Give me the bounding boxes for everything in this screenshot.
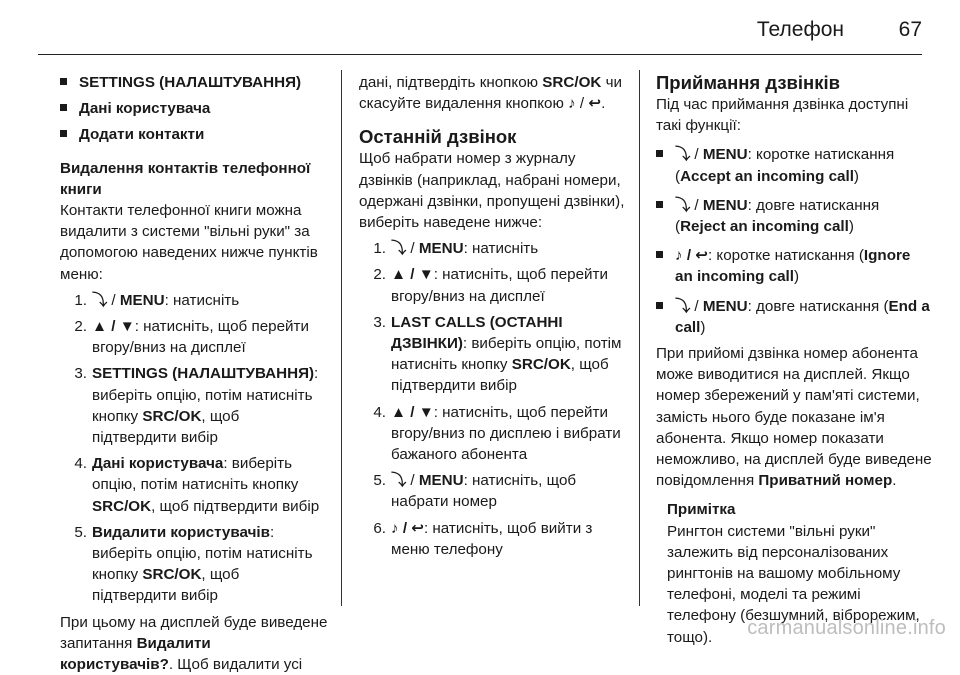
hangup-back-icon: ♪ / ↩ (391, 519, 424, 537)
step: 1. ⤵ / MENU: натисніть (74, 291, 240, 309)
paragraph: дані, підтвердіть кнопкою SRC/OK чи скасуйте видалення кнопкою ♪ / ↩. (359, 74, 622, 113)
hangup-back-icon: ♪ / ↩ (675, 247, 708, 265)
page-number: 67 (898, 18, 922, 41)
bullet-square-icon (656, 195, 675, 237)
paragraph: Щоб набрати номер з журналу дзвінків (наприклад, набрані номери, одержані дзвінки, пропущені дзвінки), виберіть наведене нижче: (359, 150, 625, 232)
section-title: Останній дзвінок (359, 126, 517, 148)
arrow-up-down-icon: ▲ / ▼ (391, 403, 434, 421)
step: 2. ▲ / ▼: натисніть, щоб перейти вгору/вниз на дисплеї (373, 266, 608, 305)
column-divider (639, 70, 640, 606)
column-1 (60, 72, 328, 675)
list-item: ♪ / ↩: коротке натискання (Ignore an incoming call) (656, 245, 932, 287)
step: 6. ♪ / ↩: натисніть, щоб вийти з меню телефону (373, 519, 593, 558)
bullet-square-icon (656, 245, 675, 287)
list-item: ⤵ / MENU: довге натискання (End a call) (656, 296, 932, 338)
paragraph: Контакти телефонної книги можна видалити з системи "вільні руки" за допомогою наведених нижче пунктів меню: (60, 202, 318, 283)
step: 5. ⤵ / MENU: натисніть, щоб набрати номер (373, 472, 577, 511)
list-item: ⤵ / MENU: довге натискання (Reject an incoming call) (656, 195, 932, 237)
step: 1. ⤵ / MENU: натисніть (373, 240, 539, 258)
menu-item: Додати контакти (60, 124, 328, 145)
bullet-square-icon (60, 72, 79, 93)
section-title: Приймання дзвінків (656, 72, 840, 93)
call-icon: ⤵ (675, 146, 691, 164)
hangup-icon: ♪ (568, 95, 576, 113)
menu-item: SETTINGS (НАЛАШТУВАННЯ) (60, 72, 328, 93)
bullet-square-icon (656, 144, 675, 186)
note-title: Примітка (667, 501, 736, 519)
page-header (0, 0, 960, 56)
arrow-up-down-icon: ▲ / ▼ (391, 266, 434, 284)
call-icon: ⤵ (391, 472, 407, 490)
bullet-square-icon (60, 98, 79, 119)
column-divider (341, 70, 342, 606)
header-rule (38, 54, 922, 55)
paragraph: При прийомі дзвінка номер абонента може виводитися на дисплей. Якщо номер збережений у пам'яті системи, замість нього буде показане ім'я абонента. Якщо номер показати неможливо, на дисплей буде виведене повідомлення Приватний номер. (656, 345, 932, 490)
section-title: Видалення контактів телефонної книги (60, 159, 311, 198)
step: 2. ▲ / ▼: натисніть, щоб перейти вгору/вниз на дисплеї (74, 318, 309, 357)
bullet-square-icon (656, 296, 675, 338)
bullet-square-icon (60, 124, 79, 145)
step: 3. LAST CALLS (ОСТАННІ ДЗВІНКИ): виберіть опцію, потім натисніть кнопку SRC/OK, щоб підтвердити вибір (373, 313, 622, 395)
column-2 (359, 72, 629, 560)
note-text: Рингтон системи "вільні руки" залежить від персоналізованих рингтонів на вашому мобільному телефоні, моделі та режимі телефону (безшумний, віброрежим, тощо). (667, 522, 920, 646)
paragraph: При цьому на дисплей буде виведене запитання Видалити користувачів?. Щоб видалити усі (60, 613, 328, 674)
call-icon: ⤵ (391, 240, 407, 258)
step: 3. SETTINGS (НАЛАШТУВАННЯ): виберіть опцію, потім натисніть кнопку SRC/OK, щоб підтвердити вибір (74, 365, 319, 447)
step: 4. ▲ / ▼: натисніть, щоб перейти вгору/вниз по дисплею і вибрати бажаного абонента (373, 403, 621, 464)
step: 4. Дані користувача: виберіть опцію, потім натисніть кнопку SRC/OK, щоб підтвердити вибір (74, 455, 320, 515)
back-icon: ↩ (588, 95, 602, 113)
call-icon: ⤵ (675, 196, 691, 214)
step: 5. Видалити користувачів: виберіть опцію, потім натисніть кнопку SRC/OK, щоб підтвердити вибір (74, 523, 313, 605)
call-icon: ⤵ (675, 297, 691, 315)
paragraph: Під час приймання дзвінка доступні такі функції: (656, 96, 909, 135)
list-item: ⤵ / MENU: коротке натискання (Accept an incoming call) (656, 144, 932, 186)
header-title: Телефон (756, 18, 844, 41)
menu-item: Дані користувача (60, 98, 328, 119)
call-icon: ⤵ (92, 291, 108, 309)
watermark: carmanualsonline.info (747, 617, 946, 639)
arrow-up-down-icon: ▲ / ▼ (92, 318, 135, 336)
column-3 (656, 72, 932, 648)
